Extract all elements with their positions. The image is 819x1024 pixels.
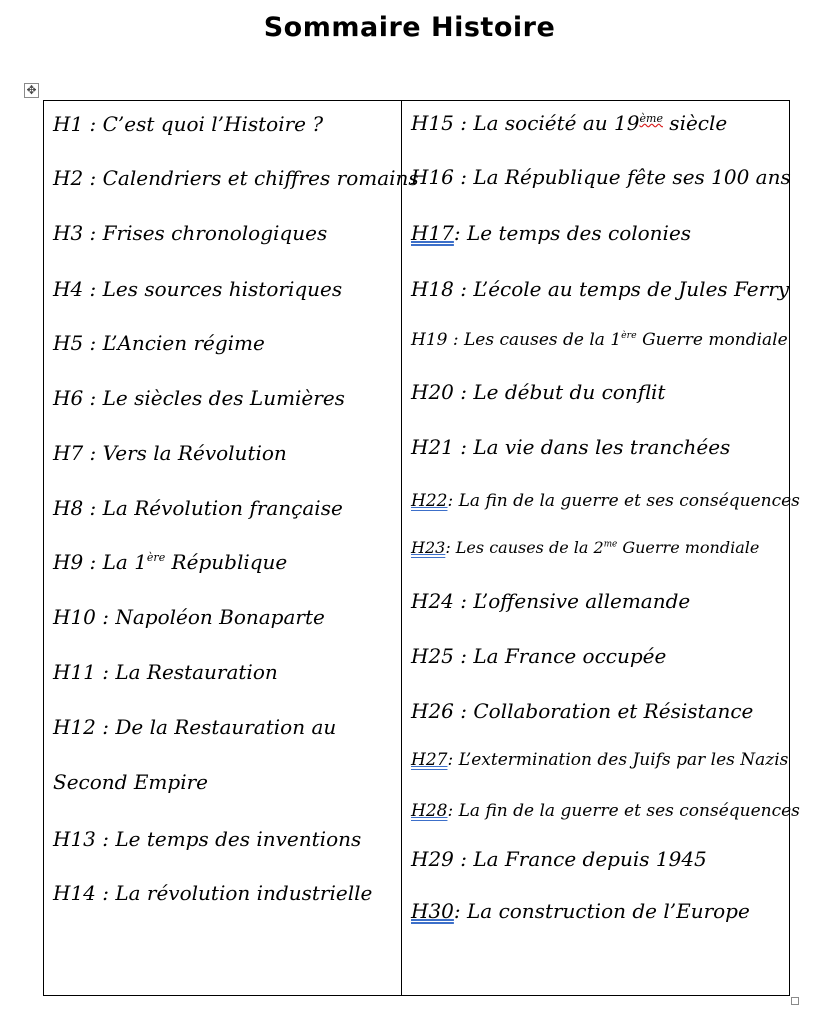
toc-entry-h28 xyxy=(411,797,800,825)
entry-code: H28 xyxy=(411,801,448,821)
entry-code: H14 xyxy=(53,881,96,905)
entry-title-end: République xyxy=(165,550,288,574)
toc-entry-h11 xyxy=(53,658,278,686)
entry-code: H18 xyxy=(411,277,454,301)
ordinal-superscript: me xyxy=(603,539,618,550)
entry-title: La 1 xyxy=(102,550,147,574)
ordinal-superscript: ème xyxy=(639,111,663,125)
toc-entry-h14 xyxy=(53,879,372,907)
entry-title: L’Ancien régime xyxy=(102,331,265,355)
table-resize-handle[interactable] xyxy=(791,997,799,1005)
entry-title: Le début du conflit xyxy=(473,380,666,404)
toc-entry-h13 xyxy=(53,825,361,853)
toc-entry-h18 xyxy=(411,275,789,303)
toc-entry-h22 xyxy=(411,487,800,515)
entry-separator: : xyxy=(95,605,116,629)
entry-separator: : xyxy=(445,538,456,557)
entry-separator: : xyxy=(453,380,474,404)
entry-separator: : xyxy=(453,221,467,245)
toc-entry-h8 xyxy=(53,494,343,522)
entry-code: H1 xyxy=(53,112,84,136)
entry-code: H12 xyxy=(53,715,96,739)
entry-title: La construction de l’Europe xyxy=(467,899,750,923)
toc-entry-h12 xyxy=(53,713,336,741)
entry-code: H20 xyxy=(411,380,454,404)
entry-title: Les sources historiques xyxy=(102,277,343,301)
entry-title-end: Guerre mondiale xyxy=(636,330,788,350)
toc-entry-h25 xyxy=(411,642,666,670)
toc-entry-h21 xyxy=(411,433,730,461)
entry-separator: : xyxy=(453,644,474,668)
toc-entry-h9 xyxy=(53,548,287,576)
entry-code: H7 xyxy=(53,441,84,465)
entry-title: Calendriers et chiffres romains xyxy=(102,166,419,190)
entry-separator: : xyxy=(95,881,116,905)
entry-title: La France depuis 1945 xyxy=(473,847,707,871)
entry-title: La révolution industrielle xyxy=(115,881,373,905)
entry-code: H10 xyxy=(53,605,96,629)
entry-code: H8 xyxy=(53,496,84,520)
entry-code: H29 xyxy=(411,847,454,871)
entry-title: Collaboration et Résistance xyxy=(473,699,754,723)
toc-entry-h15 xyxy=(411,109,727,137)
entry-title: Le temps des colonies xyxy=(467,221,692,245)
entry-code: H22 xyxy=(411,491,448,511)
entry-title: Les causes de la 1 xyxy=(464,330,622,350)
entry-title: La fin de la guerre et ses conséquences xyxy=(458,801,800,821)
entry-title: Le siècles des Lumières xyxy=(102,386,345,410)
entry-code: H21 xyxy=(411,435,454,459)
entry-title: La France occupée xyxy=(473,644,667,668)
toc-entry-h20 xyxy=(411,378,665,406)
toc-entry-h4 xyxy=(53,275,342,303)
entry-separator: : xyxy=(83,166,103,190)
entry-code: H13 xyxy=(53,827,96,851)
entry-title: De la Restauration au xyxy=(115,715,337,739)
entry-title: L’extermination des Juifs par les Nazis xyxy=(458,750,789,770)
entry-title: La Restauration xyxy=(115,660,278,684)
entry-code: H17 xyxy=(411,221,454,245)
ordinal-superscript: ère xyxy=(146,550,166,564)
toc-entry-h5 xyxy=(53,329,265,357)
entry-title: Le temps des inventions xyxy=(115,827,362,851)
entry-separator: : xyxy=(83,441,103,465)
entry-separator: : xyxy=(83,496,103,520)
entry-separator: : xyxy=(453,899,467,923)
entry-title: La République fête ses 100 ans xyxy=(473,165,791,189)
toc-entry-h7 xyxy=(53,439,287,467)
toc-entry-h1 xyxy=(53,110,323,138)
entry-title: La vie dans les tranchées xyxy=(473,435,731,459)
toc-entry-h12-continuation xyxy=(53,768,208,796)
entry-separator: : xyxy=(447,491,459,511)
entry-separator: : xyxy=(453,847,474,871)
entry-code: H25 xyxy=(411,644,454,668)
entry-separator: : xyxy=(447,801,459,821)
toc-entry-h6 xyxy=(53,384,345,412)
entry-separator: : xyxy=(447,330,465,350)
entry-separator: : xyxy=(95,715,116,739)
toc-entry-h10 xyxy=(53,603,325,631)
entry-separator: : xyxy=(83,331,103,355)
entry-separator: : xyxy=(453,277,474,301)
toc-entry-h24 xyxy=(411,587,690,615)
entry-code: H23 xyxy=(411,538,446,557)
toc-entry-h19 xyxy=(411,326,788,354)
entry-code: H11 xyxy=(53,660,96,684)
toc-entry-h16 xyxy=(411,163,791,191)
entry-separator: : xyxy=(83,221,103,245)
entry-title: Frises chronologiques xyxy=(102,221,328,245)
entry-title: L’école au temps de Jules Ferry xyxy=(473,277,790,301)
entry-separator: : xyxy=(453,111,474,135)
entry-separator: : xyxy=(95,827,116,851)
entry-code: H16 xyxy=(411,165,454,189)
entry-code: H27 xyxy=(411,750,448,770)
entry-title: Vers la Révolution xyxy=(102,441,287,465)
entry-separator: : xyxy=(453,589,474,613)
table-move-handle-icon[interactable]: ✥ xyxy=(24,83,39,98)
entry-code: H5 xyxy=(53,331,84,355)
entry-code: H9 xyxy=(53,550,84,574)
entry-separator: : xyxy=(83,386,103,410)
entry-code: H26 xyxy=(411,699,454,723)
toc-entry-h17 xyxy=(411,219,691,247)
entry-title: La fin de la guerre et ses conséquences xyxy=(458,491,800,511)
column-divider xyxy=(401,101,402,995)
entry-title: L’offensive allemande xyxy=(473,589,691,613)
entry-separator: : xyxy=(453,699,474,723)
toc-entry-h27 xyxy=(411,746,788,774)
entry-title: La société au 19 xyxy=(473,111,640,135)
entry-separator: : xyxy=(83,112,103,136)
entry-title: Napoléon Bonaparte xyxy=(115,605,325,629)
entry-code: H19 xyxy=(411,330,448,350)
toc-entry-h23 xyxy=(411,534,759,562)
entry-separator: : xyxy=(83,550,103,574)
entry-code: H15 xyxy=(411,111,454,135)
entry-separator: : xyxy=(453,435,474,459)
entry-code: H3 xyxy=(53,221,84,245)
toc-entry-h30 xyxy=(411,897,750,925)
toc-entry-h29 xyxy=(411,845,707,873)
entry-code: H30 xyxy=(411,899,454,923)
entry-title: C’est quoi l’Histoire ? xyxy=(102,112,324,136)
ordinal-superscript: ère xyxy=(621,330,637,341)
entry-separator: : xyxy=(83,277,103,301)
entry-separator: : xyxy=(453,165,474,189)
toc-entry-h26 xyxy=(411,697,753,725)
entry-title-end: Guerre mondiale xyxy=(617,538,760,557)
entry-title: Les causes de la 2 xyxy=(455,538,604,557)
entry-title: La Révolution française xyxy=(102,496,343,520)
entry-separator: : xyxy=(447,750,459,770)
toc-entry-h3 xyxy=(53,219,327,247)
toc-entry-h2 xyxy=(53,164,419,192)
entry-separator: : xyxy=(95,660,116,684)
entry-title-end: siècle xyxy=(662,111,728,135)
page-title: Sommaire Histoire xyxy=(263,12,556,43)
entry-title-continuation: Second Empire xyxy=(53,770,208,794)
entry-code: H4 xyxy=(53,277,84,301)
entry-code: H24 xyxy=(411,589,454,613)
entry-code: H6 xyxy=(53,386,84,410)
entry-code: H2 xyxy=(53,166,84,190)
